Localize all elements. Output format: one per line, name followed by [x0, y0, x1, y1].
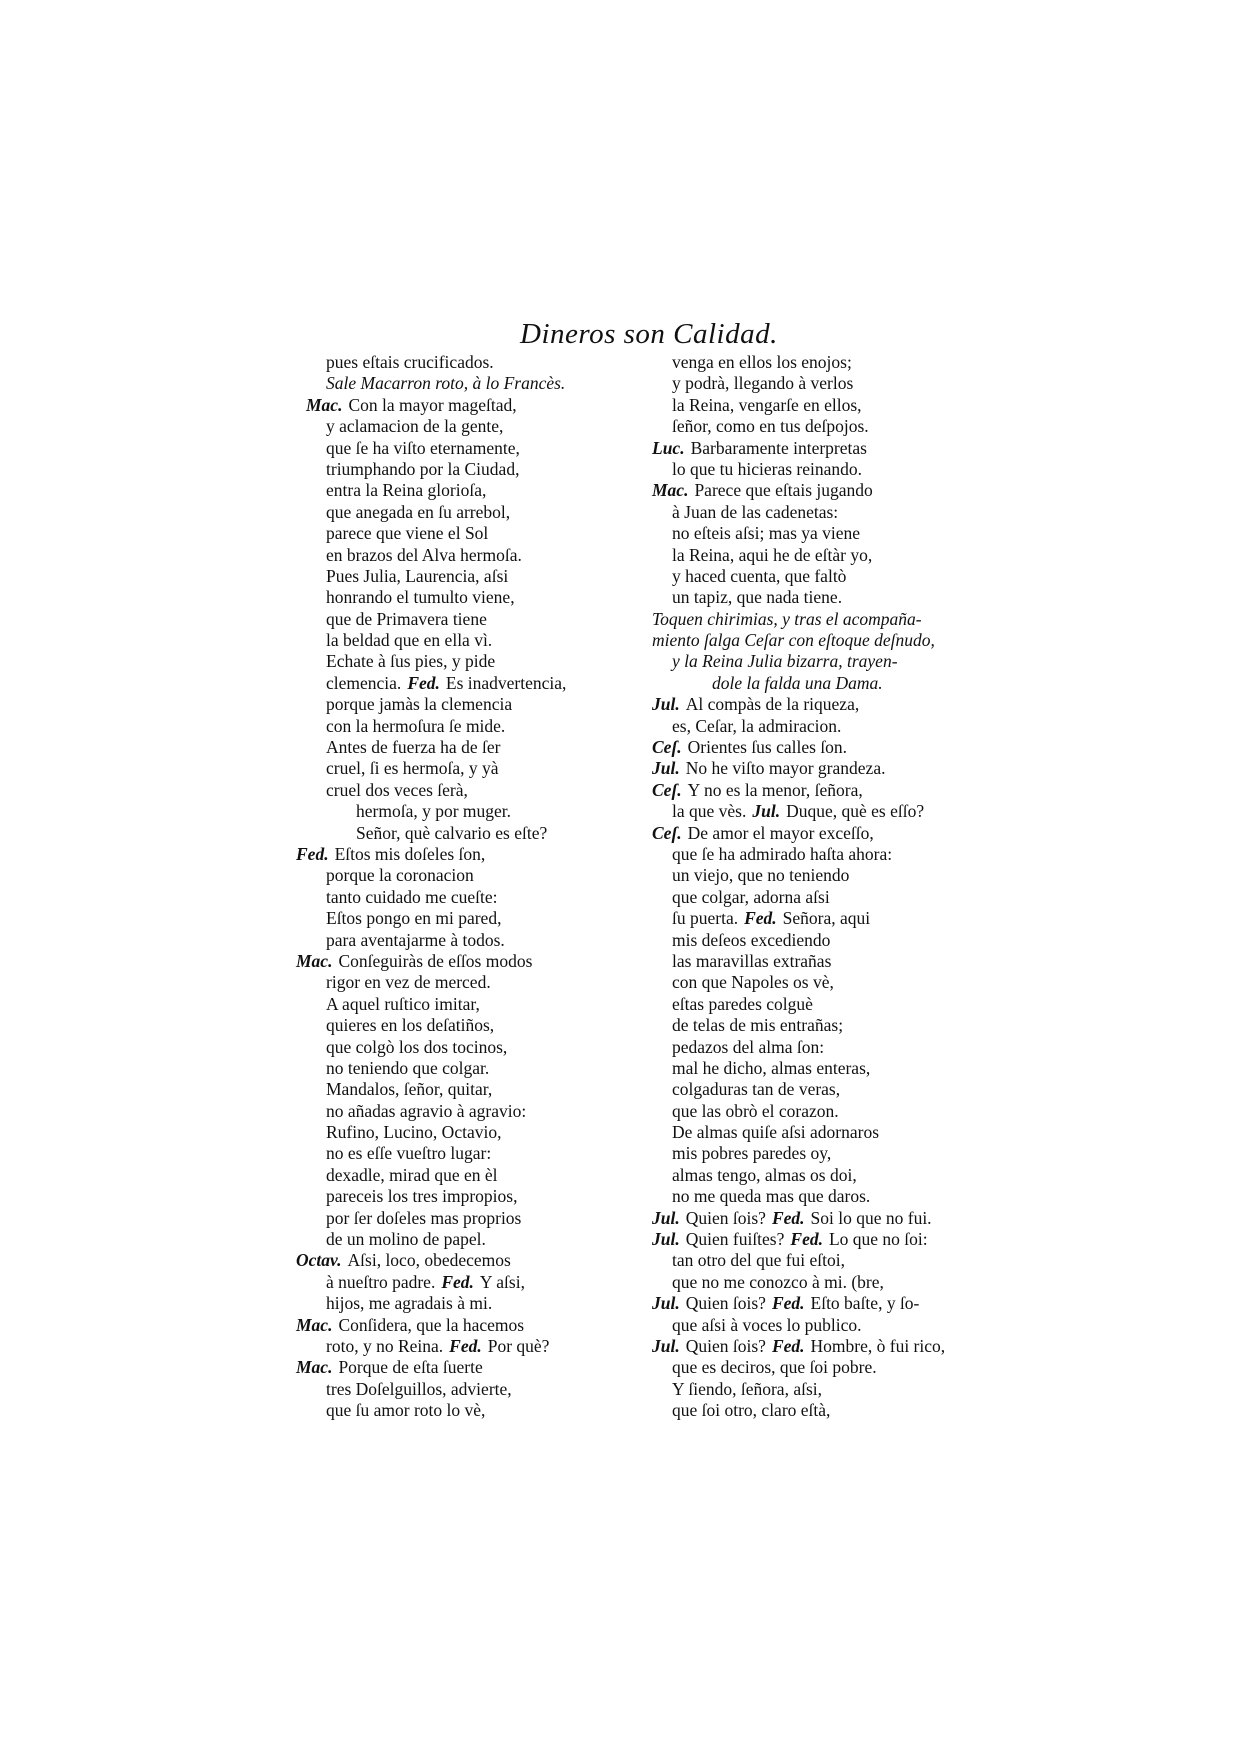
- verse-text: hijos, me agradais à mi.: [326, 1293, 493, 1314]
- verse-text: ſu puerta.: [672, 908, 739, 929]
- verse-text: venga en ellos los enojos;: [672, 352, 852, 372]
- left-verse-line: [296, 865, 636, 886]
- verse-text: Toquen chirimias, y tras el acompaña-: [652, 608, 922, 629]
- verse-text: Por què?: [487, 1335, 550, 1356]
- verse-text: Duque, què es eſſo?: [786, 801, 925, 822]
- left-verse-line: [296, 887, 636, 908]
- verse-text: mal he dicho, almas enteras,: [672, 1057, 871, 1078]
- left-verse-line: [296, 1143, 636, 1164]
- right-verse-line: [652, 1208, 992, 1229]
- verse-text: tan otro del que fui eſtoi,: [672, 1250, 846, 1271]
- left-verse-line: [296, 930, 636, 951]
- verse-text: un tapiz, que nada tiene.: [672, 587, 843, 608]
- left-verse-line: [296, 630, 636, 651]
- speaker-label: Mac.: [296, 1357, 333, 1378]
- left-verse-line: [296, 480, 636, 501]
- left-verse-line: [296, 395, 636, 416]
- verse-text: Hombre, ò fui rico,: [810, 1335, 946, 1356]
- left-verse-line: [296, 545, 636, 566]
- right-verse-line: [652, 1143, 992, 1164]
- right-verse-line: [652, 994, 992, 1015]
- verse-text: y aclamacion de la gente,: [326, 416, 504, 437]
- right-verse-line: [652, 651, 992, 672]
- left-verse-line: [296, 566, 636, 587]
- verse-text: Antes de fuerza ha de ſer: [326, 737, 501, 758]
- verse-text: la Reina, aqui he de eſtàr yo,: [672, 544, 873, 565]
- right-verse-line: [652, 566, 992, 587]
- verse-text: Rufino, Lucino, Octavio,: [326, 1122, 502, 1143]
- verse-text: tanto cuidado me cueſte:: [326, 886, 498, 907]
- right-verse-line: [652, 1336, 992, 1357]
- verse-text: que de Primavera tiene: [326, 608, 487, 629]
- verse-text: Parece que eſtais jugando: [694, 480, 873, 501]
- speaker-label: Octav.: [296, 1250, 342, 1271]
- verse-text: no añadas agravio à agravio:: [326, 1100, 527, 1121]
- right-verse-line: [652, 758, 992, 779]
- right-verse-line: [652, 587, 992, 608]
- right-verse-line: [652, 609, 992, 630]
- right-verse-line: [652, 352, 992, 373]
- speaker-label: Fed.: [407, 672, 440, 693]
- left-verse-line: [296, 1379, 636, 1400]
- verse-text: porque la coronacion: [326, 865, 474, 886]
- verse-text: Porque de eſta ſuerte: [338, 1357, 483, 1378]
- verse-text: Eſtos pongo en mi pared,: [326, 908, 502, 929]
- verse-text: que ſe ha admirado haſta ahora:: [672, 843, 893, 864]
- verse-text: miento ſalga Ceſar con eſtoque deſnudo,: [652, 630, 935, 651]
- right-verse-line: [652, 1379, 992, 1400]
- verse-text: roto, y no Reina.: [326, 1335, 444, 1356]
- left-verse-line: [296, 352, 636, 373]
- right-verse-line: [652, 1272, 992, 1293]
- verse-text: Sale Macarron roto, à lo Francès.: [326, 373, 566, 394]
- left-verse-line: [296, 1229, 636, 1250]
- right-verse-line: [652, 1122, 992, 1143]
- speaker-label: Fed.: [449, 1335, 482, 1356]
- verse-text: De amor el mayor exceſſo,: [687, 822, 874, 843]
- verse-text: con la hermoſura ſe mide.: [326, 715, 506, 736]
- verse-text: almas tengo, almas os doi,: [672, 1164, 857, 1185]
- left-verse-line: [296, 673, 636, 694]
- right-verse-line: [652, 930, 992, 951]
- verse-text: Y no es la menor, ſeñora,: [687, 779, 863, 800]
- left-verse-line: [296, 1165, 636, 1186]
- left-verse-line: [296, 1336, 636, 1357]
- verse-text: à Juan de las cadenetas:: [672, 501, 839, 522]
- right-verse-line: [652, 780, 992, 801]
- verse-text: clemencia.: [326, 672, 402, 693]
- right-verse-line: [652, 673, 992, 694]
- verse-text: que no me conozco à mi. (bre,: [672, 1271, 884, 1292]
- verse-text: que es deciros, que ſoi pobre.: [672, 1357, 877, 1378]
- right-verse-line: [652, 844, 992, 865]
- verse-text: Señora, aqui: [782, 908, 871, 929]
- verse-text: colgaduras tan de veras,: [672, 1079, 841, 1100]
- verse-text: Pues Julia, Laurencia, aſsi: [326, 565, 509, 586]
- verse-text: hermoſa, y por muger.: [356, 801, 512, 822]
- right-verse-line: [652, 1229, 992, 1250]
- verse-text: eſtas paredes colguè: [672, 993, 813, 1014]
- left-verse-line: [296, 951, 636, 972]
- verse-text: parece que viene el Sol: [326, 523, 489, 544]
- verse-text: cruel, ſi es hermoſa, y yà: [326, 758, 499, 779]
- left-verse-line: [296, 1208, 636, 1229]
- right-verse-line: [652, 416, 992, 437]
- speaker-label: Jul.: [652, 1335, 680, 1356]
- left-verse-line: [296, 994, 636, 1015]
- left-verse-line: [296, 416, 636, 437]
- left-verse-line: [296, 1272, 636, 1293]
- verse-text: para aventajarme à todos.: [326, 929, 505, 950]
- speaker-label: Jul.: [652, 758, 680, 779]
- verse-text: Y ſiendo, ſeñora, aſsi,: [672, 1378, 823, 1399]
- right-verse-line: [652, 480, 992, 501]
- speaker-label: Mac.: [306, 394, 343, 415]
- verse-text: no eſteis aſsi; mas ya viene: [672, 523, 861, 544]
- verse-text: Con la mayor mageſtad,: [348, 394, 517, 415]
- right-verse-line: [652, 630, 992, 651]
- verse-text: Soi lo que no fui.: [810, 1207, 932, 1228]
- right-verse-line: [652, 1357, 992, 1378]
- speaker-label: Fed.: [790, 1229, 823, 1250]
- speaker-label: Jul.: [652, 1293, 680, 1314]
- speaker-label: Fed.: [744, 908, 777, 929]
- verse-text: Es inadvertencia,: [445, 672, 567, 693]
- left-verse-line: [296, 1400, 636, 1421]
- right-verse-line: [652, 523, 992, 544]
- verse-text: que anegada en ſu arrebol,: [326, 501, 511, 522]
- verse-text: Conſeguiràs de eſſos modos: [338, 950, 533, 971]
- verse-text: lo que tu hicieras reinando.: [672, 458, 863, 479]
- verse-text: de telas de mis entrañas;: [672, 1015, 844, 1036]
- verse-text: que ſe ha viſto eternamente,: [326, 437, 520, 458]
- right-verse-line: [652, 438, 992, 459]
- right-verse-line: [652, 823, 992, 844]
- left-verse-line: [296, 780, 636, 801]
- left-verse-line: [296, 1037, 636, 1058]
- right-verse-line: [652, 865, 992, 886]
- speaker-label: Fed.: [771, 1293, 805, 1314]
- verse-text: tres Doſelguillos, advierte,: [326, 1378, 512, 1399]
- speaker-label: Mac.: [296, 950, 333, 971]
- left-verse-line: [296, 908, 636, 929]
- verse-text: no es eſſe vueſtro lugar:: [326, 1143, 492, 1164]
- verse-text: un viejo, que no teniendo: [672, 865, 850, 886]
- left-verse-line: [296, 694, 636, 715]
- speaker-label: Mac.: [652, 480, 689, 501]
- right-verse-line: [652, 1058, 992, 1079]
- verse-text: Mandalos, ſeñor, quitar,: [326, 1079, 493, 1100]
- right-column: [652, 352, 992, 1422]
- verse-text: dexadle, mirad que en èl: [326, 1164, 498, 1185]
- right-verse-line: [652, 801, 992, 822]
- right-verse-line: [652, 1079, 992, 1100]
- left-verse-line: [296, 1101, 636, 1122]
- right-verse-line: [652, 1186, 992, 1207]
- verse-text: que ſu amor roto lo vè,: [326, 1400, 486, 1421]
- verse-text: es, Ceſar, la admiracion.: [672, 715, 842, 736]
- speaker-label: Jul.: [752, 801, 781, 822]
- right-verse-line: [652, 1015, 992, 1036]
- verse-text: pues eſtais crucificados.: [326, 352, 494, 372]
- verse-text: dole la falda una Dama.: [712, 672, 883, 693]
- verse-text: mis deſeos excediendo: [672, 929, 831, 950]
- verse-text: Orientes ſus calles ſon.: [687, 737, 848, 758]
- speaker-label: Ceſ.: [652, 737, 682, 758]
- verse-text: porque jamàs la clemencia: [326, 694, 513, 715]
- verse-text: Barbaramente interpretas: [690, 437, 867, 458]
- speaker-label: Luc.: [652, 437, 685, 458]
- speaker-label: Mac.: [296, 1314, 333, 1335]
- left-verse-line: [296, 1250, 636, 1271]
- verse-text: Eſtos mis doſeles ſon,: [334, 843, 486, 864]
- left-verse-line: [296, 737, 636, 758]
- left-verse-line: [296, 502, 636, 523]
- verse-text: la Reina, vengarſe en ellos,: [672, 394, 862, 415]
- right-verse-line: [652, 951, 992, 972]
- right-verse-line: [652, 694, 992, 715]
- verse-text: no me queda mas que daros.: [672, 1186, 871, 1207]
- verse-text: y podrà, llegando à verlos: [672, 373, 854, 394]
- left-verse-line: [296, 1122, 636, 1143]
- left-verse-line: [296, 1058, 636, 1079]
- verse-text: quieres en los deſatiños,: [326, 1015, 495, 1036]
- right-verse-line: [652, 545, 992, 566]
- right-verse-line: [652, 1315, 992, 1336]
- right-verse-line: [652, 373, 992, 394]
- speaker-label: Jul.: [652, 1229, 680, 1250]
- verse-text: triumphando por la Ciudad,: [326, 458, 520, 479]
- right-verse-line: [652, 459, 992, 480]
- verse-text: A aquel ruſtico imitar,: [326, 993, 480, 1014]
- verse-text: Al compàs de la riqueza,: [685, 694, 860, 715]
- right-verse-line: [652, 395, 992, 416]
- speaker-label: Jul.: [652, 694, 680, 715]
- verse-text: mis pobres paredes oy,: [672, 1143, 832, 1164]
- left-verse-line: [296, 823, 636, 844]
- verse-text: Y aſsi,: [479, 1271, 525, 1292]
- verse-text: Señor, què calvario es eſte?: [356, 822, 548, 843]
- left-verse-line: [296, 1186, 636, 1207]
- right-verse-line: [652, 1250, 992, 1271]
- verse-text: Quien ſois?: [685, 1293, 766, 1314]
- left-verse-line: [296, 523, 636, 544]
- verse-text: en brazos del Alva hermoſa.: [326, 544, 522, 565]
- verse-text: pareceis los tres impropios,: [326, 1186, 518, 1207]
- left-verse-line: [296, 373, 636, 394]
- verse-text: rigor en vez de merced.: [326, 972, 491, 993]
- right-verse-line: [652, 1293, 992, 1314]
- right-verse-line: [652, 1101, 992, 1122]
- left-verse-line: [296, 972, 636, 993]
- verse-text: cruel dos veces ſerà,: [326, 779, 468, 800]
- verse-text: Quien ſois?: [685, 1207, 766, 1228]
- left-verse-line: [296, 609, 636, 630]
- verse-text: que colgò los dos tocinos,: [326, 1036, 508, 1057]
- running-title: Dineros son Calidad.: [520, 318, 778, 350]
- verse-text: ſeñor, como en tus deſpojos.: [672, 416, 869, 437]
- speaker-label: Ceſ.: [652, 822, 682, 843]
- verse-text: Conſidera, que la hacemos: [338, 1314, 525, 1335]
- left-verse-line: [296, 1015, 636, 1036]
- left-verse-line: [296, 1357, 636, 1378]
- verse-text: Quien ſois?: [685, 1335, 766, 1356]
- left-verse-line: [296, 801, 636, 822]
- left-verse-line: [296, 716, 636, 737]
- right-verse-line: [652, 908, 992, 929]
- left-verse-line: [296, 438, 636, 459]
- right-verse-line: [652, 972, 992, 993]
- verse-text: con que Napoles os vè,: [672, 972, 834, 993]
- left-verse-line: [296, 459, 636, 480]
- verse-text: Echate à ſus pies, y pide: [326, 651, 496, 672]
- right-verse-line: [652, 1165, 992, 1186]
- left-verse-line: [296, 651, 636, 672]
- speaker-label: Fed.: [296, 843, 329, 864]
- verse-text: Quien fuiſtes?: [685, 1229, 785, 1250]
- left-verse-line: [296, 1079, 636, 1100]
- verse-text: por ſer doſeles mas proprios: [326, 1207, 522, 1228]
- verse-text: la que vès.: [672, 801, 747, 822]
- verse-text: y la Reina Julia bizarra, trayen-: [672, 651, 898, 672]
- left-verse-line: [296, 844, 636, 865]
- verse-text: Eſto baſte, y ſo-: [810, 1293, 920, 1314]
- left-verse-line: [296, 1293, 636, 1314]
- verse-text: honrando el tumulto viene,: [326, 587, 515, 608]
- verse-text: no teniendo que colgar.: [326, 1057, 490, 1078]
- verse-text: Aſsi, loco, obedecemos: [347, 1250, 511, 1271]
- speaker-label: Fed.: [771, 1207, 805, 1228]
- verse-text: No he viſto mayor grandeza.: [685, 758, 886, 779]
- right-verse-line: [652, 1037, 992, 1058]
- verse-text: que colgar, adorna aſsi: [672, 886, 830, 907]
- right-verse-line: [652, 502, 992, 523]
- left-verse-line: [296, 758, 636, 779]
- verse-text: Lo que no ſoi:: [828, 1229, 928, 1250]
- right-verse-line: [652, 737, 992, 758]
- speaker-label: Jul.: [652, 1207, 680, 1228]
- left-verse-line: [296, 587, 636, 608]
- speaker-label: Fed.: [771, 1335, 805, 1356]
- verse-text: de un molino de papel.: [326, 1229, 486, 1250]
- verse-text: à nueſtro padre.: [326, 1271, 436, 1292]
- verse-text: entra la Reina glorioſa,: [326, 480, 487, 501]
- right-verse-line: [652, 1400, 992, 1421]
- verse-text: y haced cuenta, que faltò: [672, 565, 847, 586]
- verse-text: las maravillas extrañas: [672, 950, 832, 971]
- verse-text: la beldad que en ella vì.: [326, 630, 493, 651]
- verse-text: pedazos del alma ſon:: [672, 1036, 825, 1057]
- right-verse-line: [652, 887, 992, 908]
- left-verse-line: [296, 1315, 636, 1336]
- speaker-label: Ceſ.: [652, 779, 682, 800]
- speaker-label: Fed.: [441, 1271, 474, 1292]
- verse-text: que aſsi à voces lo publico.: [672, 1314, 862, 1335]
- left-column: [296, 352, 636, 1422]
- right-verse-line: [652, 716, 992, 737]
- verse-text: que las obrò el corazon.: [672, 1100, 839, 1121]
- verse-text: que ſoi otro, claro eſtà,: [672, 1400, 831, 1421]
- verse-text: De almas quiſe aſsi adornaros: [672, 1122, 880, 1143]
